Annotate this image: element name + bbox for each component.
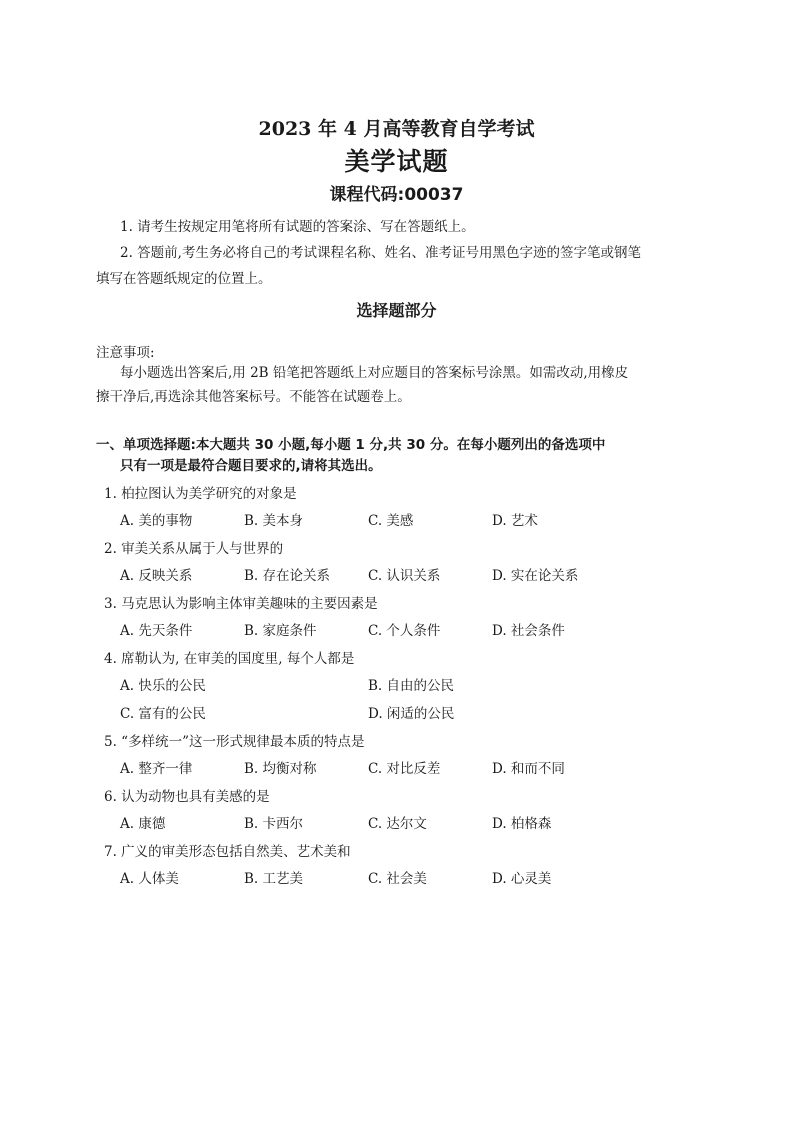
option-c: C. 个人条件 xyxy=(368,623,441,639)
question-6 xyxy=(104,786,704,841)
question-options xyxy=(104,813,704,841)
option-a: A. 康德 xyxy=(120,816,166,832)
question-options xyxy=(104,758,704,786)
question-stem: 1. 柏拉图认为美学研究的对象是 xyxy=(104,486,297,502)
option-a: A. 反映关系 xyxy=(120,568,193,584)
option-c: C. 认识关系 xyxy=(368,568,441,584)
instruction-2: 2. 答题前,考生务必将自己的考试课程名称、姓名、准考证号用黑色字迹的签字笔或钢笔 xyxy=(120,245,641,261)
option-b: B. 美本身 xyxy=(244,513,304,529)
option-d: D. 社会条件 xyxy=(492,623,565,639)
part-title-line-2: 只有一项是最符合题目要求的,请将其选出。 xyxy=(120,458,382,474)
course-code: 课程代码:00037 xyxy=(329,185,464,205)
option-c: C. 达尔文 xyxy=(368,816,427,832)
question-stem: 5. “多样统一”这一形式规律最本质的特点是 xyxy=(104,734,365,750)
question-stem: 2. 审美关系从属于人与世界的 xyxy=(104,541,284,557)
option-a: A. 人体美 xyxy=(120,871,179,887)
option-a: A. 整齐一律 xyxy=(120,761,193,777)
question-stem: 4. 席勒认为, 在审美的国度里, 每个人都是 xyxy=(104,651,355,667)
section-title: 选择题部分 xyxy=(356,301,437,320)
question-2 xyxy=(104,538,704,593)
question-stem: 3. 马克思认为影响主体审美趣味的主要因素是 xyxy=(104,596,378,612)
question-options xyxy=(104,620,704,648)
option-b: B. 家庭条件 xyxy=(244,623,317,639)
option-a: A. 快乐的公民 xyxy=(120,678,206,694)
question-stem: 6. 认为动物也具有美感的是 xyxy=(104,789,270,805)
question-5 xyxy=(104,731,704,786)
notice-label: 注意事项: xyxy=(96,345,155,361)
option-a: A. 美的事物 xyxy=(120,513,193,529)
option-c: C. 富有的公民 xyxy=(120,706,206,722)
option-c: C. 社会美 xyxy=(368,871,427,887)
instruction-1: 1. 请考生按规定用笔将所有试题的答案涂、写在答题纸上。 xyxy=(120,219,475,235)
question-7 xyxy=(104,841,704,896)
question-options xyxy=(104,510,704,538)
option-d: D. 实在论关系 xyxy=(492,568,579,584)
option-b: B. 卡西尔 xyxy=(244,816,304,832)
question-4 xyxy=(104,648,704,731)
option-d: D. 艺术 xyxy=(492,513,538,529)
notice-line-2: 擦干净后,再选涂其他答案标号。不能答在试题卷上。 xyxy=(96,389,411,405)
option-d: D. 闲适的公民 xyxy=(368,706,455,722)
option-d: D. 心灵美 xyxy=(492,871,552,887)
option-c: C. 对比反差 xyxy=(368,761,441,777)
option-b: B. 工艺美 xyxy=(244,871,304,887)
option-a: A. 先天条件 xyxy=(120,623,193,639)
option-b: B. 存在论关系 xyxy=(244,568,331,584)
question-stem: 7. 广义的审美形态包括自然美、艺术美和 xyxy=(104,844,351,860)
subject-title: 美学试题 xyxy=(344,147,449,176)
question-options xyxy=(104,565,704,593)
exam-title: 2023 年 4 月高等教育自学考试 xyxy=(258,118,535,140)
option-c: C. 美感 xyxy=(368,513,414,529)
question-options xyxy=(104,868,704,896)
option-d: D. 和而不同 xyxy=(492,761,565,777)
question-options-row-2 xyxy=(104,703,704,731)
option-d: D. 柏格森 xyxy=(492,816,552,832)
notice-line-1: 每小题选出答案后,用 2B 铅笔把答题纸上对应题目的答案标号涂黑。如需改动,用橡皮 xyxy=(120,365,629,381)
question-3 xyxy=(104,593,704,648)
part-title-line-1: 一、单项选择题:本大题共 30 小题,每小题 1 分,共 30 分。在每小题列出的备选项中 xyxy=(96,437,606,453)
question-1 xyxy=(104,483,704,538)
instruction-2-continued: 填写在答题纸规定的位置上。 xyxy=(96,271,272,287)
option-b: B. 自由的公民 xyxy=(368,678,455,694)
question-options-row-1 xyxy=(104,675,704,703)
option-b: B. 均衡对称 xyxy=(244,761,317,777)
